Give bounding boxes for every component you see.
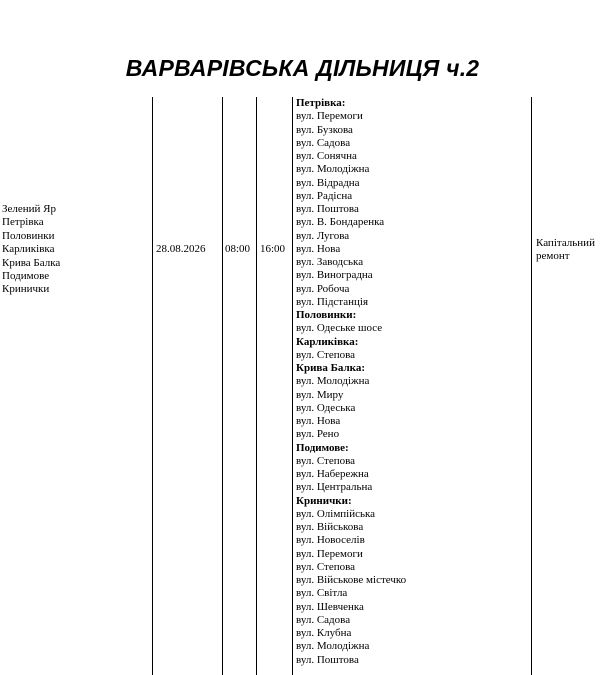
street-item: вул. Набережна xyxy=(296,468,369,480)
street-item: вул. Відрадна xyxy=(296,176,360,189)
street-item: вул. Нова xyxy=(296,242,341,255)
street-item: вул. Перемоги xyxy=(296,547,363,560)
reason-line: Капітальний xyxy=(536,237,595,249)
settlement-item: Кринички xyxy=(2,283,50,296)
street-item: вул. Заводська xyxy=(296,256,364,268)
reason-line: ремонт xyxy=(536,250,570,263)
street-item: вул. Одеська xyxy=(296,401,356,414)
column-divider xyxy=(256,97,257,675)
street-item: вул. Поштова xyxy=(296,653,359,666)
street-item: вул. Миру xyxy=(296,388,344,401)
reason-cell xyxy=(536,237,595,264)
settlements-cell xyxy=(2,203,60,297)
street-item: вул. Степова xyxy=(296,454,356,467)
street-item: вул. Сонячна xyxy=(296,150,357,162)
street-item: вул. Садова xyxy=(296,136,351,149)
column-divider xyxy=(531,97,532,675)
street-item: вул. Молодіжна xyxy=(296,163,370,176)
page-title: ВАРВАРІВСЬКА ДІЛЬНИЦЯ ч.2 xyxy=(125,55,480,81)
street-item: вул. Молодіжна xyxy=(296,640,370,653)
street-item: вул. Олімпійська xyxy=(296,507,376,520)
street-item: вул. Поштова xyxy=(296,203,359,215)
street-item: вул. Світла xyxy=(296,587,348,600)
street-item: вул. Шевченка xyxy=(296,600,364,613)
settlement-item: Петрівка xyxy=(2,216,44,229)
street-item: вул. Виноградна xyxy=(296,269,373,282)
settlement-header: Крива Балка: xyxy=(296,362,365,374)
settlement-header: Подимове: xyxy=(296,441,349,454)
column-divider xyxy=(152,97,153,675)
settlement-header: Половинки: xyxy=(296,309,357,321)
time-end-cell: 16:00 xyxy=(260,243,286,255)
street-item: вул. Садова xyxy=(296,613,351,626)
street-item: вул. Робоча xyxy=(296,282,350,295)
settlement-item: Половинки xyxy=(2,229,55,242)
street-item: вул. Одеське шосе xyxy=(296,322,383,335)
street-item: вул. Підстанція xyxy=(296,295,369,308)
street-item: вул. Центральна xyxy=(296,481,373,494)
street-item: вул. Нова xyxy=(296,415,341,427)
column-divider xyxy=(222,97,223,675)
street-item: вул. Степова xyxy=(296,560,356,573)
date-cell: 28.08.2026 xyxy=(156,243,206,255)
street-item: вул. Молодіжна xyxy=(296,375,370,388)
settlement-item: Подимове xyxy=(2,270,50,283)
settlement-header: Петрівка: xyxy=(296,97,346,109)
street-item: вул. Рено xyxy=(296,428,340,441)
time-start-cell: 08:00 xyxy=(225,243,251,255)
street-item: вул. Степова xyxy=(296,348,356,361)
settlement-header: Карликівка: xyxy=(296,335,359,348)
street-item: вул. В. Бондаренка xyxy=(296,216,385,229)
settlement-item: Крива Балка xyxy=(2,256,61,269)
street-item: вул. Перемоги xyxy=(296,110,363,123)
street-item: вул. Військове містечко xyxy=(296,574,407,586)
settlement-item: Зелений Яр xyxy=(2,203,57,215)
column-divider xyxy=(292,97,293,675)
street-item: вул. Військова xyxy=(296,521,364,533)
settlement-header: Кринички: xyxy=(296,494,352,507)
street-item: вул. Клубна xyxy=(296,627,352,639)
street-item: вул. Лугова xyxy=(296,229,350,242)
settlement-item: Карликівка xyxy=(2,243,55,256)
street-item: вул. Бузкова xyxy=(296,123,353,136)
street-item: вул. Новоселів xyxy=(296,534,365,547)
streets-cell xyxy=(296,97,406,667)
street-item: вул. Радісна xyxy=(296,189,353,202)
